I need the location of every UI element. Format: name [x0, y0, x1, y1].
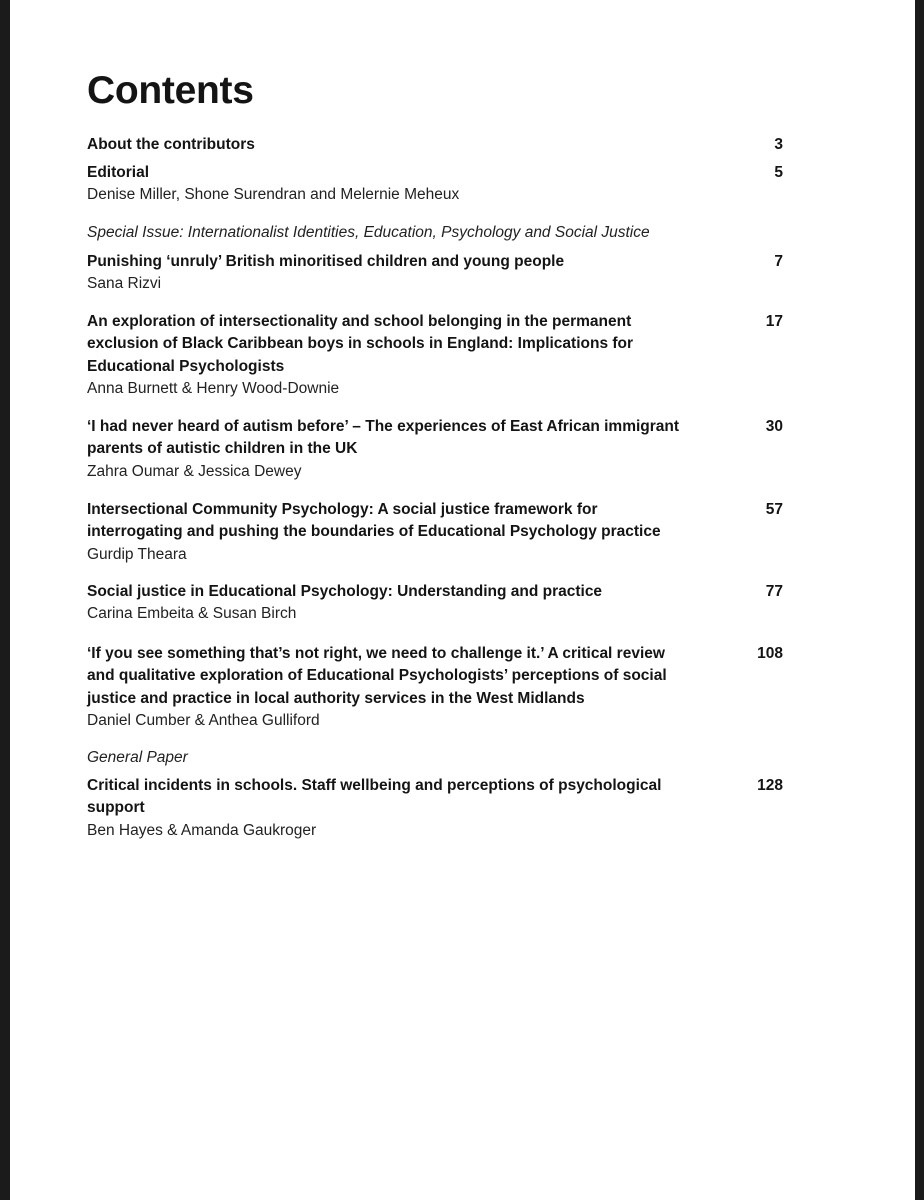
section-heading-general-paper: General Paper [87, 749, 188, 766]
entry-title: Social justice in Educational Psychology: Understanding and practice [87, 583, 603, 600]
toc-entry-about-contributors [87, 134, 783, 156]
entry-page-number: 17 [765, 313, 783, 330]
entry-authors: Denise Miller, Shone Surendran and Melernie Meheux [87, 186, 460, 204]
page-title: Contents [87, 69, 254, 112]
entry-authors: Ben Hayes & Amanda Gaukroger [87, 821, 317, 839]
toc-entry [87, 499, 783, 566]
entry-title: An exploration of intersectionality and school belonging in the permanent exclusion of Black Caribbean boys in schools in England: Implications for Educational Psychologists [87, 313, 634, 375]
entry-authors: Anna Burnett & Henry Wood-Downie [87, 379, 340, 397]
entry-page-number: 77 [765, 583, 783, 600]
toc-entry [87, 311, 783, 400]
entry-page-number: 57 [765, 501, 783, 518]
entry-page-number: 108 [757, 645, 783, 662]
entry-page-number: 5 [774, 164, 783, 181]
entry-authors: Sana Rizvi [87, 275, 162, 293]
toc-entry [87, 416, 783, 483]
entry-authors: Daniel Cumber & Anthea Gulliford [87, 711, 320, 729]
entry-page-number: 128 [757, 777, 783, 794]
toc-entry [87, 775, 783, 842]
toc-entry-editorial [87, 162, 783, 206]
section-heading-special-issue: Special Issue: Internationalist Identities, Education, Psychology and Social Justice [87, 224, 650, 241]
entry-page-number: 3 [774, 136, 783, 153]
entry-title: ‘If you see something that’s not right, we need to challenge it.’ A critical review and qualitative exploration of Educational Psychologists’ perceptions of social justice and practice in local authority services in the West Midlands [87, 645, 667, 707]
entry-title: ‘I had never heard of autism before’ – The experiences of East African immigrant parents of autistic children in the UK [87, 418, 680, 458]
entry-page-number: 30 [765, 418, 783, 435]
entry-title: Critical incidents in schools. Staff wellbeing and perceptions of psychological support [87, 777, 662, 817]
entry-title: Intersectional Community Psychology: A social justice framework for interrogating and pushing the boundaries of Educational Psychology practice [87, 501, 661, 541]
entry-title: About the contributors [87, 136, 255, 153]
entry-title: Punishing ‘unruly’ British minoritised children and young people [87, 253, 565, 270]
entry-authors: Carina Embeita & Susan Birch [87, 605, 297, 623]
entry-authors: Zahra Oumar & Jessica Dewey [87, 462, 302, 480]
toc-entry [87, 581, 783, 625]
entry-authors: Gurdip Theara [87, 545, 187, 563]
document-page [10, 0, 915, 1200]
entry-title: Editorial [87, 164, 150, 181]
toc-entry [87, 643, 783, 732]
entry-page-number: 7 [774, 253, 783, 270]
toc-entry [87, 251, 783, 295]
